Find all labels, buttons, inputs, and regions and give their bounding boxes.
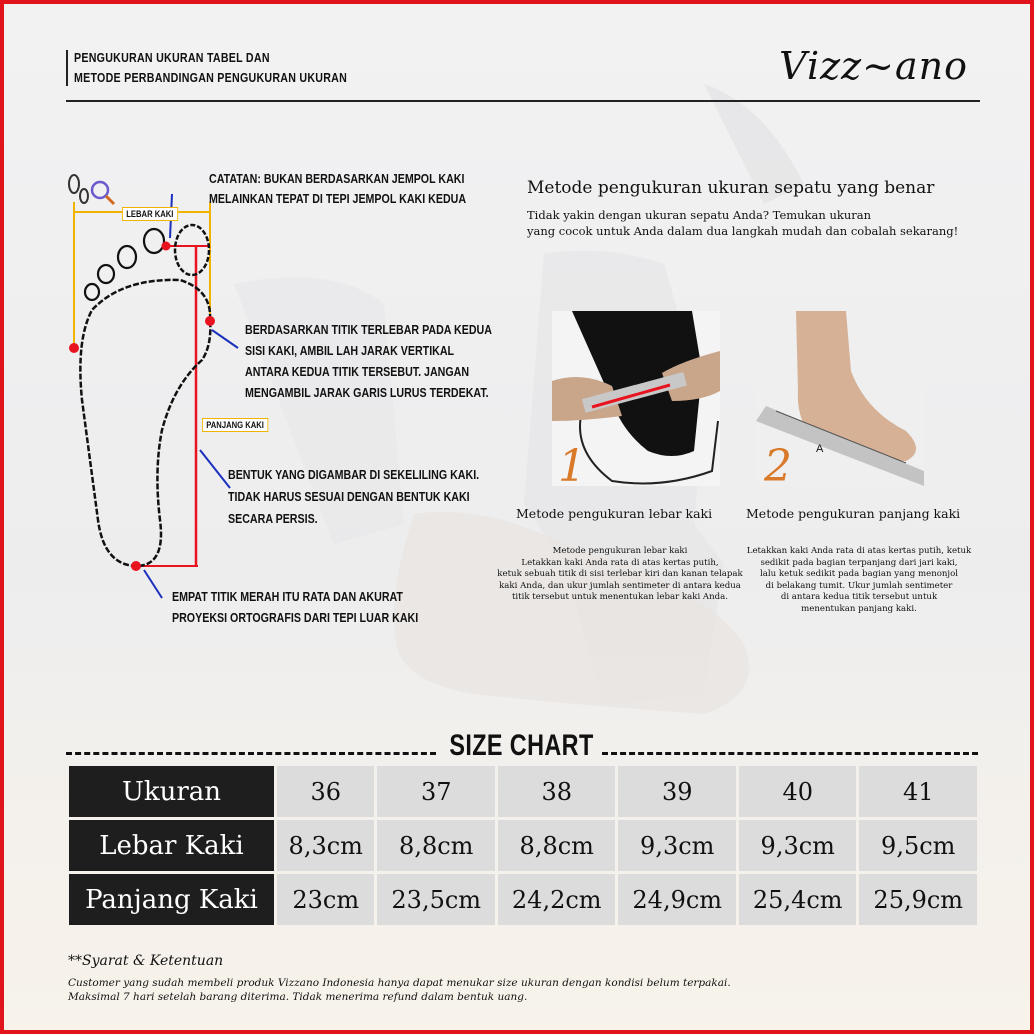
note-drawn-shape [228, 464, 479, 530]
desc-line: Metode pengukuran lebar kaki [552, 546, 688, 556]
width-method-caption: Metode pengukuran lebar kaki [516, 506, 713, 521]
desc-line: lalu ketuk sedikit pada bagian yang menonjol [759, 569, 959, 580]
terms-line-2: Maksimal 7 hari setelah barang diterima. Tidak menerima refund dalam bentuk uang. [68, 991, 528, 1003]
title-divider-right [602, 752, 978, 755]
table-cell: 25,9cm [859, 874, 977, 925]
row-label: Ukuran [69, 766, 274, 817]
desc-line: sedikit pada bagian terpanjang dari jari kaki, [760, 557, 958, 568]
table-cell: 40 [739, 766, 857, 817]
length-method-description [739, 546, 979, 616]
note-line: MENGAMBIL JARAK GARIS LURUS TERDEKAT. [245, 385, 489, 400]
table-cell: 24,2cm [498, 874, 616, 925]
header-title-line-2: METODE PERBANDINGAN PENGUKURAN UKURAN [74, 70, 348, 85]
table-row [69, 820, 977, 871]
note-line: SISI KAKI, AMBIL LAH JARAK VERTIKAL [245, 343, 455, 358]
length-tag: PANJANG KAKI [202, 418, 268, 432]
note-line: TIDAK HARUS SESUAI DENGAN BENTUK KAKI [228, 489, 470, 504]
terms-line-1: Customer yang sudah membeli produk Vizzano Indonesia hanya dapat menukar size ukuran dengan kondisi belum terpakai. [68, 977, 731, 989]
note-line: EMPAT TITIK MERAH ITU RATA DAN AKURAT [172, 589, 403, 604]
desc-line: kaki Anda, dan ukur jumlah sentimeter di antara kedua [499, 580, 741, 591]
note-line: CATATAN: BUKAN BERDASARKAN JEMPOL KAKI [209, 171, 465, 186]
desc-line: ketuk sebuah titik di sisi terlebar kiri dan kanan telapak [497, 569, 743, 580]
table-cell: 8,8cm [377, 820, 495, 871]
table-cell: 25,4cm [739, 874, 857, 925]
width-tag: LEBAR KAKI [122, 207, 178, 221]
desc-line: Letakkan kaki Anda rata di atas kertas putih, ketuk [746, 546, 972, 556]
terms-heading: **Syarat & Ketentuan [68, 953, 224, 969]
width-method-description [490, 546, 750, 604]
size-chart-title [4, 729, 1034, 763]
width-measure-photo [552, 311, 720, 486]
table-cell: 9,3cm [739, 820, 857, 871]
length-method-caption: Metode pengukuran panjang kaki [746, 506, 961, 521]
table-cell: 36 [277, 766, 374, 817]
table-cell: 38 [498, 766, 616, 817]
table-cell: 41 [859, 766, 977, 817]
step-number-1: 1 [558, 441, 586, 486]
table-cell: 39 [618, 766, 736, 817]
table-cell: 37 [377, 766, 495, 817]
row-label: Panjang Kaki [69, 874, 274, 925]
note-line: PROYEKSI ORTOGRAFIS DARI TEPI LUAR KAKI [172, 610, 419, 625]
foot-outline-diagram [62, 170, 242, 610]
length-measure-photo [756, 311, 924, 486]
table-cell: 23cm [277, 874, 374, 925]
method-subtitle-2: yang cocok untuk Anda dalam dua langkah mudah dan cobalah sekarang! [527, 224, 959, 238]
ruler-label: A [816, 443, 824, 455]
desc-line: Letakkan kaki Anda rata di atas kertas putih, [521, 557, 719, 568]
table-row [69, 874, 977, 925]
table-cell: 8,3cm [277, 820, 374, 871]
table-cell: 9,3cm [618, 820, 736, 871]
size-chart-table [66, 763, 980, 928]
size-chart-title-text: SIZE CHART [448, 729, 594, 762]
header-accent-bar [66, 50, 68, 86]
note-line: BENTUK YANG DIGAMBAR DI SEKELILING KAKI. [228, 467, 480, 482]
header-title-line-1: PENGUKURAN UKURAN TABEL DAN [74, 50, 270, 65]
header-divider [66, 100, 980, 102]
table-cell: 23,5cm [377, 874, 495, 925]
desc-line: di antara kedua titik tersebut untuk [780, 592, 938, 603]
note-line: ANTARA KEDUA TITIK TERSEBUT. JANGAN [245, 364, 470, 379]
desc-line: menentukan panjang kaki. [801, 603, 917, 614]
note-line: SECARA PERSIS. [228, 511, 318, 526]
row-label: Lebar Kaki [69, 820, 274, 871]
note-red-dots [172, 586, 418, 628]
step-number-2: 2 [764, 441, 792, 486]
table-cell: 24,9cm [618, 874, 736, 925]
brand-logo: Vizz~ano [779, 44, 968, 88]
desc-line: titik tersebut untuk menentukan lebar kaki Anda. [511, 592, 729, 603]
table-row [69, 766, 977, 817]
footprint-magnifier-icon [69, 175, 114, 204]
table-cell: 9,5cm [859, 820, 977, 871]
method-subtitle-1: Tidak yakin dengan ukuran sepatu Anda? Temukan ukuran [527, 208, 871, 222]
method-title: Metode pengukuran ukuran sepatu yang benar [527, 178, 935, 198]
note-line: MELAINKAN TEPAT DI TEPI JEMPOL KAKI KEDUA [209, 191, 467, 206]
note-line: BERDASARKAN TITIK TERLEBAR PADA KEDUA [245, 322, 492, 337]
desc-line: di belakang tumit. Ukur jumlah sentimeter [765, 580, 953, 591]
note-widest-point [245, 319, 492, 403]
table-cell: 8,8cm [498, 820, 616, 871]
note-second-toe [209, 169, 466, 209]
